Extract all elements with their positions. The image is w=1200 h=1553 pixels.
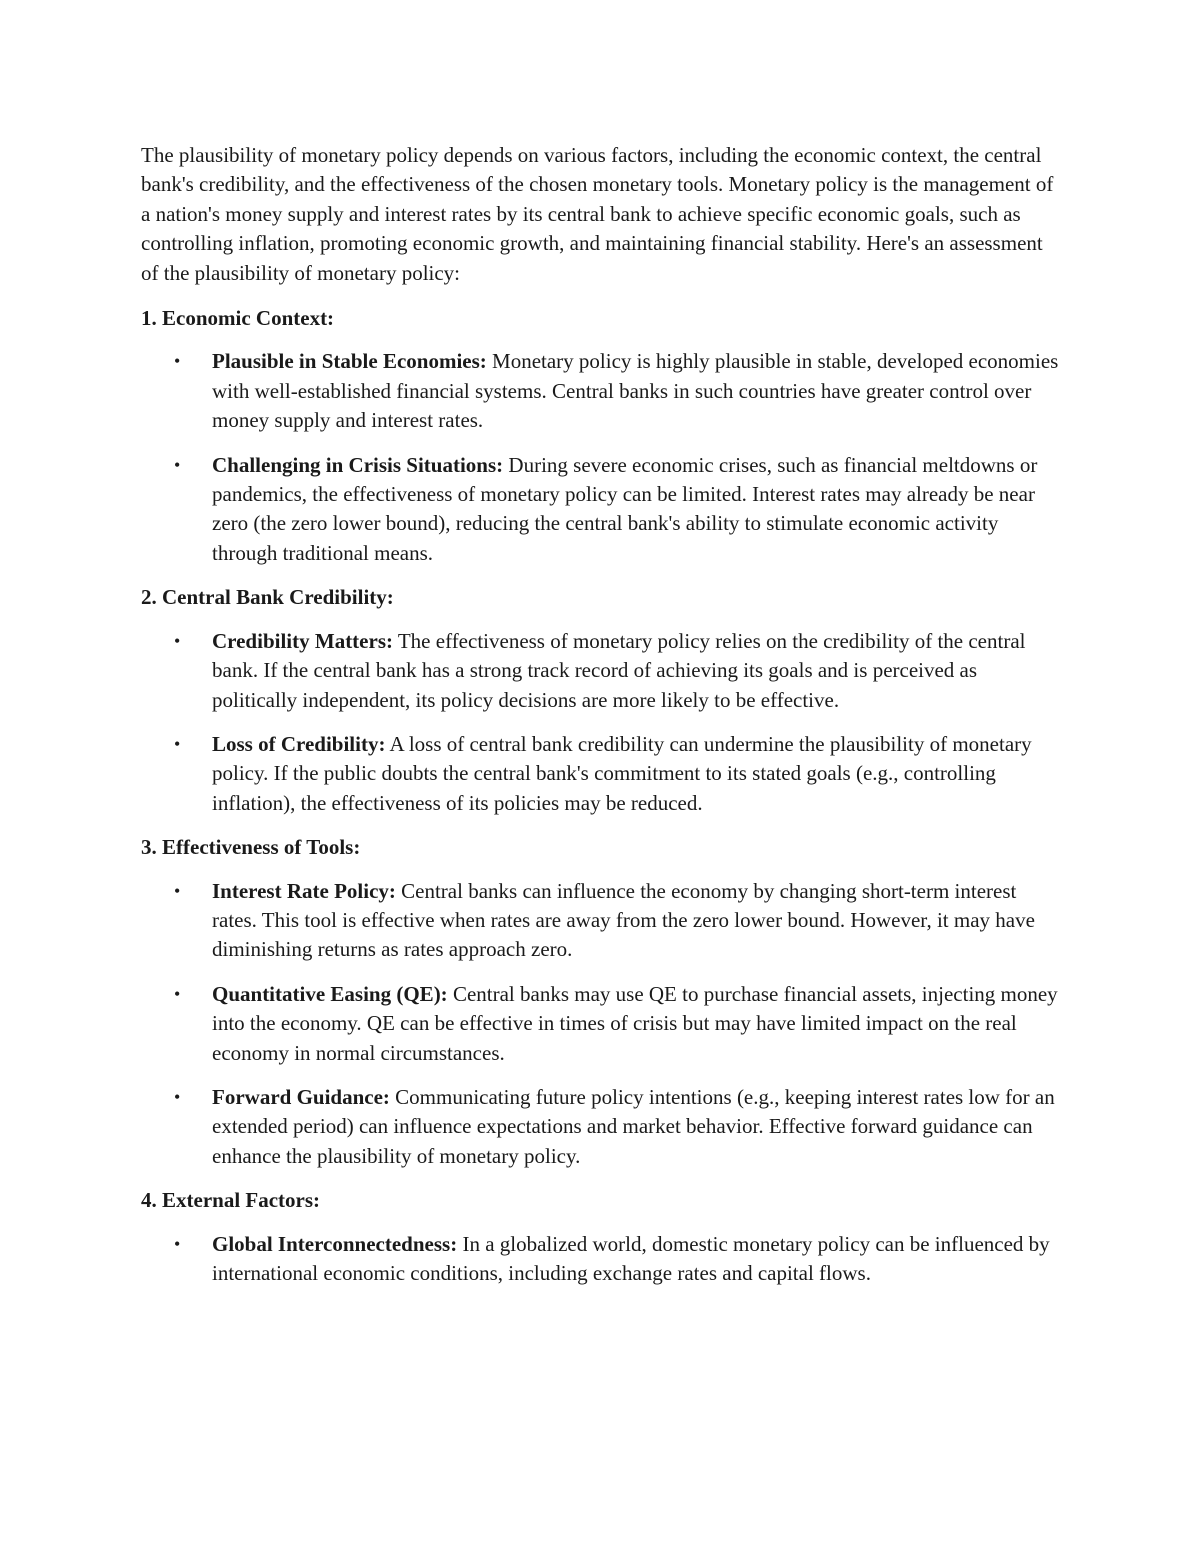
section-heading: 2. Central Bank Credibility:	[141, 585, 394, 610]
bullet-list	[141, 627, 1061, 818]
section-economic-context	[141, 304, 1061, 568]
list-item	[141, 451, 1061, 569]
item-text: Central banks may use QE to purchase financial assets, injecting money into the economy. QE can be effective in times of crisis but may have limited impact on the real economy in normal circumstances.	[212, 981, 1058, 1065]
list-item	[141, 1083, 1061, 1171]
bullet-icon: •	[174, 351, 181, 372]
item-term: Plausible in Stable Economies:	[212, 349, 487, 374]
item-text: Communicating future policy intentions (e.g., keeping interest rates low for an extended period) can influence expectations and market behavior. Effective forward guidance can enhance the plausibility of monetary policy.	[212, 1084, 1055, 1168]
section-heading: 1. Economic Context:	[141, 306, 335, 331]
item-term: Credibility Matters:	[212, 628, 393, 653]
section-heading: 3. Effectiveness of Tools:	[141, 835, 361, 860]
item-term: Interest Rate Policy:	[212, 878, 396, 903]
bullet-list	[141, 1230, 1061, 1289]
item-term: Quantitative Easing (QE):	[212, 981, 448, 1006]
list-item	[141, 347, 1061, 435]
bullet-icon: •	[174, 630, 181, 651]
item-term: Challenging in Crisis Situations:	[212, 452, 504, 477]
item-text: The effectiveness of monetary policy relies on the credibility of the central bank. If the central bank has a strong track record of achieving its goals and is perceived as politically independent, its policy decisions are more likely to be effective.	[212, 628, 1026, 712]
item-term: Loss of Credibility:	[212, 731, 386, 756]
bullet-list	[141, 347, 1061, 568]
intro-paragraph: The plausibility of monetary policy depends on various factors, including the economic context, the central bank's credibility, and the effectiveness of the chosen monetary tools. Monetary policy is the management of a nation's money supply and interest rates by its central bank to achieve specific economic goals, such as controlling inflation, promoting economic growth, and maintaining financial stability. Here's an assessment of the plausibility of monetary policy:	[141, 143, 1054, 285]
list-item	[141, 980, 1061, 1068]
item-term: Forward Guidance:	[212, 1084, 390, 1109]
section-effectiveness-of-tools	[141, 833, 1061, 1171]
bullet-list	[141, 877, 1061, 1172]
bullet-icon: •	[174, 1233, 181, 1254]
section-central-bank-credibility	[141, 583, 1061, 818]
item-text: During severe economic crises, such as financial meltdowns or pandemics, the effectiveness of monetary policy can be limited. Interest rates may already be near zero (the zero lower bound), reducing the central bank's ability to stimulate economic activity through traditional means.	[212, 452, 1038, 565]
bullet-icon: •	[174, 454, 181, 475]
item-text: Central banks can influence the economy by changing short-term interest rates. This tool is effective when rates are away from the zero lower bound. However, it may have diminishing returns as rates approach zero.	[212, 878, 1035, 962]
bullet-icon: •	[174, 1086, 181, 1107]
section-external-factors	[141, 1186, 1061, 1288]
section-heading: 4. External Factors:	[141, 1188, 321, 1213]
bullet-icon: •	[174, 983, 181, 1004]
item-text: In a globalized world, domestic monetary policy can be influenced by international economic conditions, including exchange rates and capital flows.	[212, 1231, 1050, 1285]
item-text: Monetary policy is highly plausible in stable, developed economies with well-established financial systems. Central banks in such countries have greater control over money supply and interest rates.	[212, 349, 1059, 433]
document-page	[141, 141, 1061, 1303]
list-item	[141, 627, 1061, 715]
bullet-icon: •	[174, 733, 181, 754]
list-item	[141, 877, 1061, 965]
list-item	[141, 730, 1061, 818]
bullet-icon: •	[174, 880, 181, 901]
item-text: A loss of central bank credibility can undermine the plausibility of monetary policy. If the public doubts the central bank's commitment to its stated goals (e.g., controlling inflation), the effectiveness of its policies may be reduced.	[212, 731, 1032, 815]
item-term: Global Interconnectedness:	[212, 1231, 458, 1256]
list-item	[141, 1230, 1061, 1289]
